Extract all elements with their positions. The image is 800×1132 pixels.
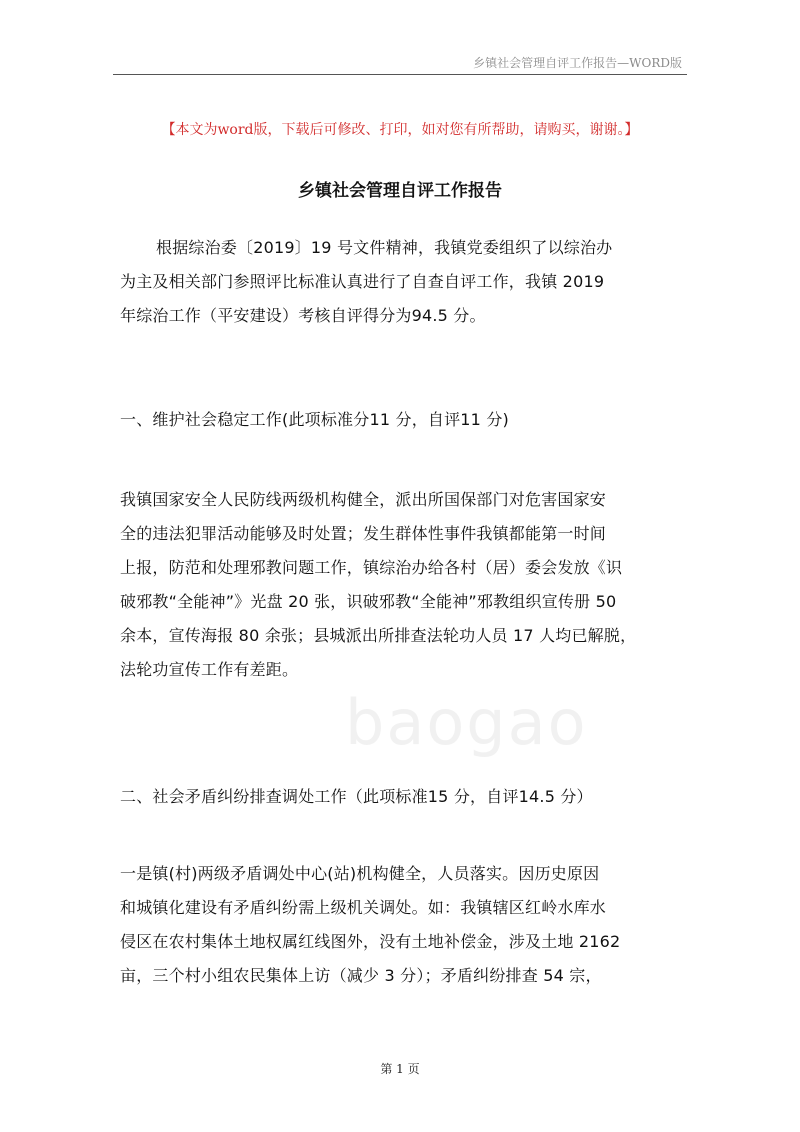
paragraph-line: 和城镇化建设有矛盾纠纷需上级机关调处。如：我镇辖区红岭水库水 [120,898,607,917]
section-1-paragraph [120,483,680,687]
paragraph-line: 余本，宣传海报 80 余张；县城派出所排查法轮功人员 17 人均已解脱， [120,626,637,645]
intro-paragraph [120,231,680,333]
header-divider [113,74,687,75]
download-notice: 【本文为word版，下载后可修改、打印，如对您有所帮助，请购买，谢谢。】 [161,122,639,138]
section-1-heading [120,403,680,437]
paragraph-line: 法轮功宣传工作有差距。 [120,660,299,679]
paragraph-line: 全的违法犯罪活动能够及时处置；发生群体性事件我镇都能第一时间 [120,524,607,543]
page-number: 第 1 页 [380,1062,420,1076]
running-header: 乡镇社会管理自评工作报告—WORD版 [473,56,682,70]
paragraph-line: 年综治工作（平安建设）考核自评得分为94.5 分。 [120,306,486,325]
paragraph-line: 侵区在农村集体土地权属红线图外，没有土地补偿金，涉及土地 2162 [120,932,621,951]
paragraph-line: 为主及相关部门参照评比标准认真进行了自查自评工作，我镇 2019 [120,272,605,291]
document-title: 乡镇社会管理自评工作报告 [298,181,502,201]
heading-line: 一、维护社会稳定工作(此项标准分11 分，自评11 分) [120,410,509,429]
watermark: baogao [345,686,588,759]
section-2-paragraph [120,857,680,993]
paragraph-line: 亩，三个村小组农民集体上访（减少 3 分）；矛盾纠纷排查 54 宗， [120,966,602,985]
paragraph-line: 我镇国家安全人民防线两级机构健全，派出所国保部门对危害国家安 [120,490,607,509]
paragraph-line: 上报，防范和处理邪教问题工作，镇综治办给各村（居）委会发放《识 [120,558,623,577]
paragraph-line: 破邪教“全能神”》光盘 20 张，识破邪教“全能神”邪教组织宣传册 50 [120,592,617,611]
heading-line: 二、社会矛盾纠纷排查调处工作（此项标准15 分，自评14.5 分） [120,787,593,806]
section-2-heading [120,780,680,814]
paragraph-line: 根据综治委〔2019〕19 号文件精神，我镇党委组织了以综治办 [156,238,613,257]
paragraph-line: 一是镇(村)两级矛盾调处中心(站)机构健全，人员落实。因历史原因 [120,864,600,883]
